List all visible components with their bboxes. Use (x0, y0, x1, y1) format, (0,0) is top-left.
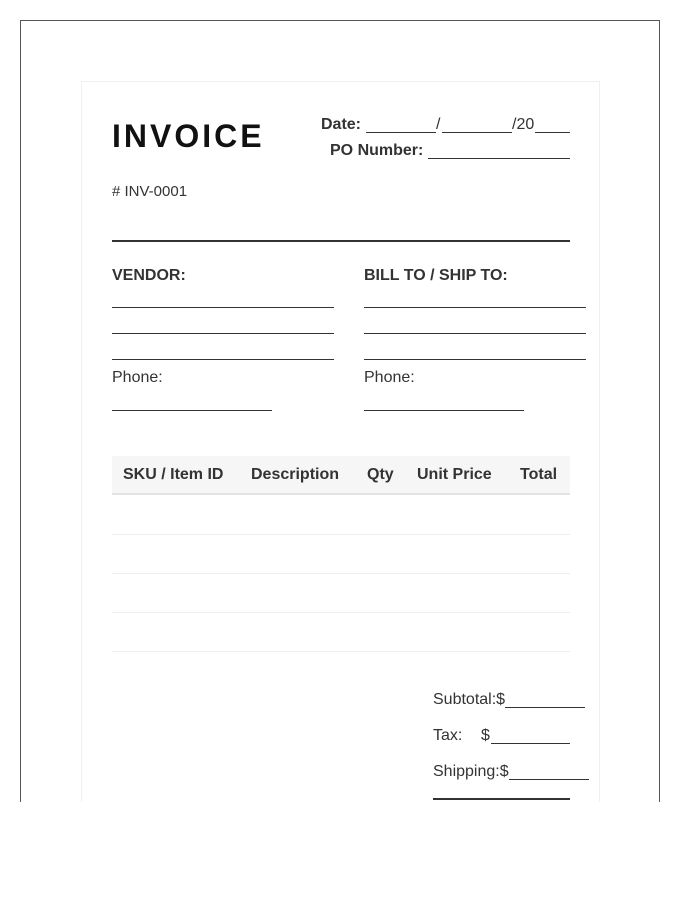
bill-to-phone-label: Phone: (364, 369, 415, 386)
date-year-field[interactable] (535, 132, 570, 133)
shipping-label: Shipping:$ (433, 763, 509, 780)
column-header-total: Total (520, 466, 558, 483)
invoice-number: # INV-0001 (112, 183, 188, 200)
date-month-field[interactable] (366, 132, 436, 133)
date-day-field[interactable] (442, 132, 512, 133)
tax-currency: $ (481, 727, 490, 744)
column-header-sku: SKU / Item ID (123, 466, 224, 483)
date-century: /20 (512, 116, 535, 133)
column-header-unit-price: Unit Price (417, 466, 492, 483)
items-table-header (112, 456, 570, 495)
po-number-label: PO Number: (330, 142, 424, 159)
bill-to-line-2[interactable] (364, 333, 586, 334)
bill-to-line-3[interactable] (364, 359, 586, 360)
date-label: Date: (321, 116, 362, 133)
column-header-description: Description (251, 466, 340, 483)
shipping-field[interactable] (509, 779, 589, 780)
table-row[interactable] (112, 612, 570, 613)
invoice-title: INVOICE (112, 118, 265, 154)
vendor-phone-field[interactable] (112, 410, 272, 411)
vendor-line-2[interactable] (112, 333, 334, 334)
vendor-line-1[interactable] (112, 307, 334, 308)
page-bottom-margin (0, 802, 700, 900)
date-separator: / (436, 116, 441, 133)
vendor-phone-label: Phone: (112, 369, 163, 386)
vendor-label: VENDOR: (112, 267, 186, 284)
subtotal-field[interactable] (505, 707, 585, 708)
bill-to-line-1[interactable] (364, 307, 586, 308)
subtotal-label: Subtotal:$ (433, 691, 506, 708)
table-row[interactable] (112, 651, 570, 652)
column-header-qty: Qty (367, 466, 394, 483)
header-divider (112, 240, 570, 242)
table-row[interactable] (112, 573, 570, 574)
tax-label: Tax: (433, 727, 463, 744)
bill-to-phone-field[interactable] (364, 410, 524, 411)
vendor-line-3[interactable] (112, 359, 334, 360)
tax-field[interactable] (491, 743, 570, 744)
totals-divider (433, 798, 570, 800)
po-number-field[interactable] (428, 158, 570, 159)
bill-to-label: BILL TO / SHIP TO: (364, 267, 508, 284)
table-row[interactable] (112, 534, 570, 535)
